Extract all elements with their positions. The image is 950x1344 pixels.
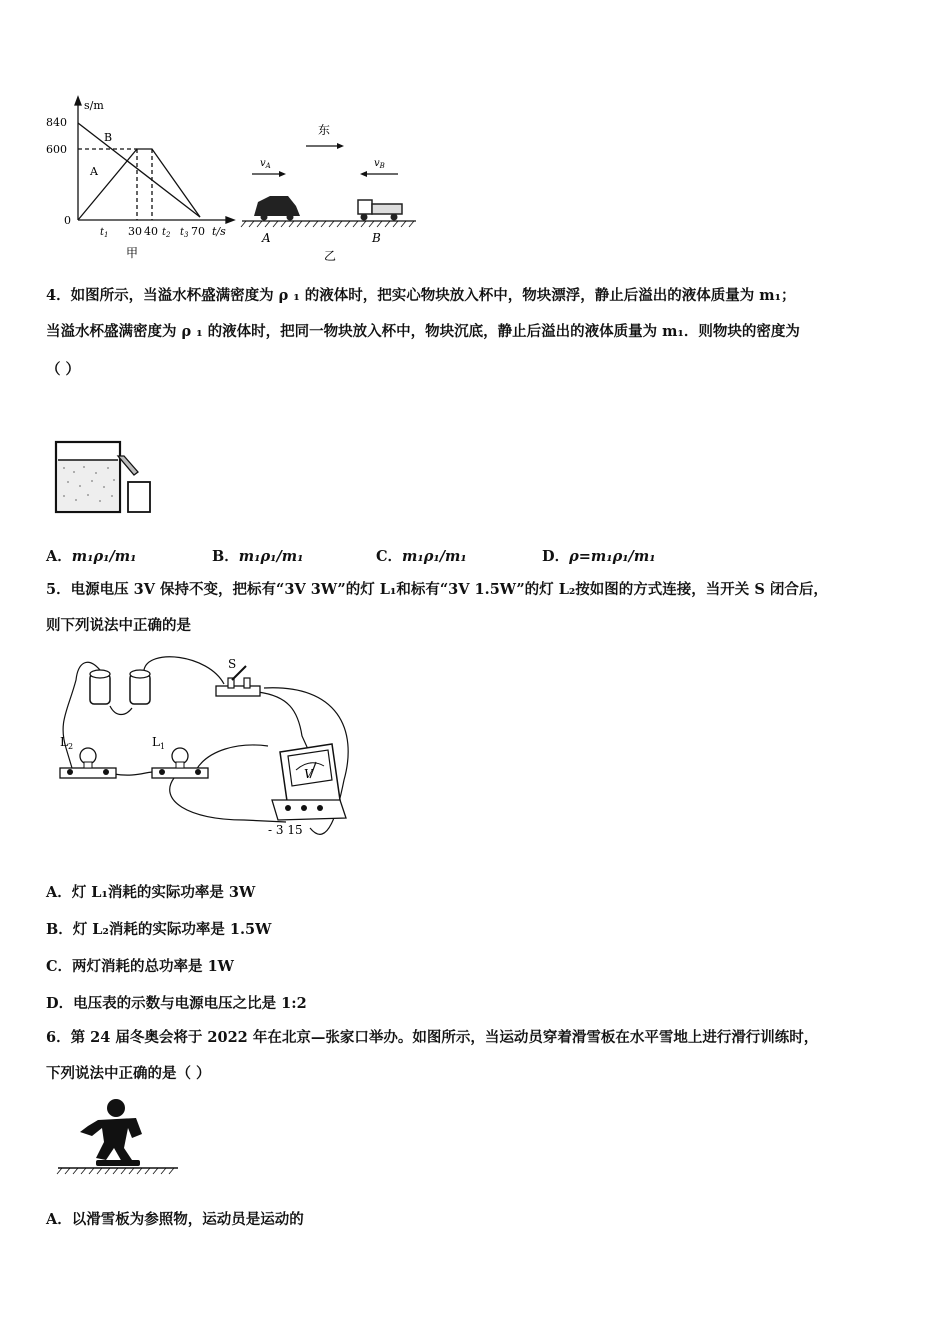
battery-2-icon (130, 670, 150, 704)
q5-line-1: 5．电源电压 3V 保持不变，把标有“3V 3W”的灯 L₁和标有“3V 1.5W”的灯 L₂按如图的方式连接，当开关 S 闭合后， (46, 581, 828, 598)
q5-option-b[interactable]: B．灯 L₂消耗的实际功率是 1.5W (46, 921, 272, 938)
velocity-a-label: $v_A$ (260, 158, 271, 170)
graph-caption: 甲 (126, 246, 139, 260)
x-tick-70: 70 (191, 225, 205, 238)
overflow-cup-figure (52, 438, 162, 516)
truck-b-icon (358, 200, 402, 221)
x-axis-arrow (226, 217, 234, 223)
lamp-l2-label: $L_2$ (60, 735, 74, 751)
line-a (78, 149, 200, 220)
y-tick-600: 600 (46, 143, 67, 156)
q4-option-b[interactable]: B．m₁ρ₁/m₁ (212, 548, 304, 565)
q4-line-2: 当溢水杯盛满密度为 ρ ₁ 的液体时，把同一物块放入杯中，物块沉底，静止后溢出的液体质量为 m₁．则物块的密度为 (46, 323, 800, 340)
x-tick-40: 40 (144, 225, 158, 238)
line-label-a: A (90, 165, 98, 178)
velocity-a-arrow-icon (279, 171, 286, 177)
y-tick-840: 840 (46, 116, 67, 129)
x-tick-t3: $t_3$ (180, 227, 189, 239)
car-a-icon (254, 196, 300, 221)
q6-line-1: 6．第 24 届冬奥会将于 2022 年在北京—张家口举办。如图所示，当运动员穿着滑雪板在水平雪地上进行滑行训练时， (46, 1029, 819, 1046)
liquid-fill (58, 460, 118, 510)
x-tick-t1: $t_1$ (100, 227, 109, 239)
voltmeter-icon (272, 744, 346, 820)
q5-option-a[interactable]: A．灯 L₁消耗的实际功率是 3W (46, 884, 256, 901)
small-beaker-icon (128, 482, 150, 512)
east-arrow-icon (337, 143, 344, 149)
q5-line-2: 则下列说法中正确的是 (46, 617, 191, 634)
y-axis-arrow (75, 97, 81, 105)
voltmeter-label: V (304, 767, 313, 781)
lamp-l2-icon (60, 748, 116, 778)
battery-1-icon (90, 670, 110, 704)
snowboarder-figure (52, 1094, 182, 1178)
point-a-label: A (262, 231, 271, 245)
q4-option-a[interactable]: A．m₁ρ₁/m₁ (46, 548, 137, 565)
point-b-label: B (372, 231, 381, 245)
voltmeter-terminals: - 3 15 (268, 823, 303, 837)
scene-caption: 乙 (324, 249, 337, 263)
q6-line-2: 下列说法中正确的是（ ） (46, 1065, 211, 1082)
switch-label: S (228, 657, 237, 671)
q4-line-1: 4．如图所示，当溢水杯盛满密度为 ρ ₁ 的液体时，把实心物块放入杯中，物块漂浮，静止后溢出的液体质量为 m₁； (46, 287, 796, 304)
x-axis-label: t/s (212, 225, 226, 238)
lamp-l1-label: $L_1$ (152, 735, 166, 751)
q4-option-d[interactable]: D．ρ=m₁ρ₁/m₁ (542, 548, 656, 565)
y-tick-0: 0 (64, 214, 71, 227)
velocity-b-arrow-icon (360, 171, 367, 177)
q5-option-d[interactable]: D．电压表的示数与电源电压之比是 1:2 (46, 995, 307, 1012)
line-label-b: B (104, 131, 113, 144)
lamp-l1-icon (152, 748, 208, 778)
snowboarder-icon (80, 1099, 142, 1166)
x-tick-t2: $t_2$ (162, 227, 171, 239)
cars-scene-figure (240, 118, 420, 263)
x-tick-30: 30 (128, 225, 142, 238)
circuit-figure (48, 650, 358, 845)
velocity-b-label: $v_B$ (374, 158, 385, 170)
q6-option-a[interactable]: A．以滑雪板为参照物，运动员是运动的 (46, 1211, 304, 1228)
q5-option-c[interactable]: C．两灯消耗的总功率是 1W (46, 958, 234, 975)
y-axis-label: s/m (84, 99, 104, 112)
q4-line-3: （ ） (46, 361, 81, 378)
q4-option-c[interactable]: C．m₁ρ₁/m₁ (376, 548, 467, 565)
direction-label: 东 (318, 123, 331, 137)
st-graph-figure (40, 95, 240, 265)
